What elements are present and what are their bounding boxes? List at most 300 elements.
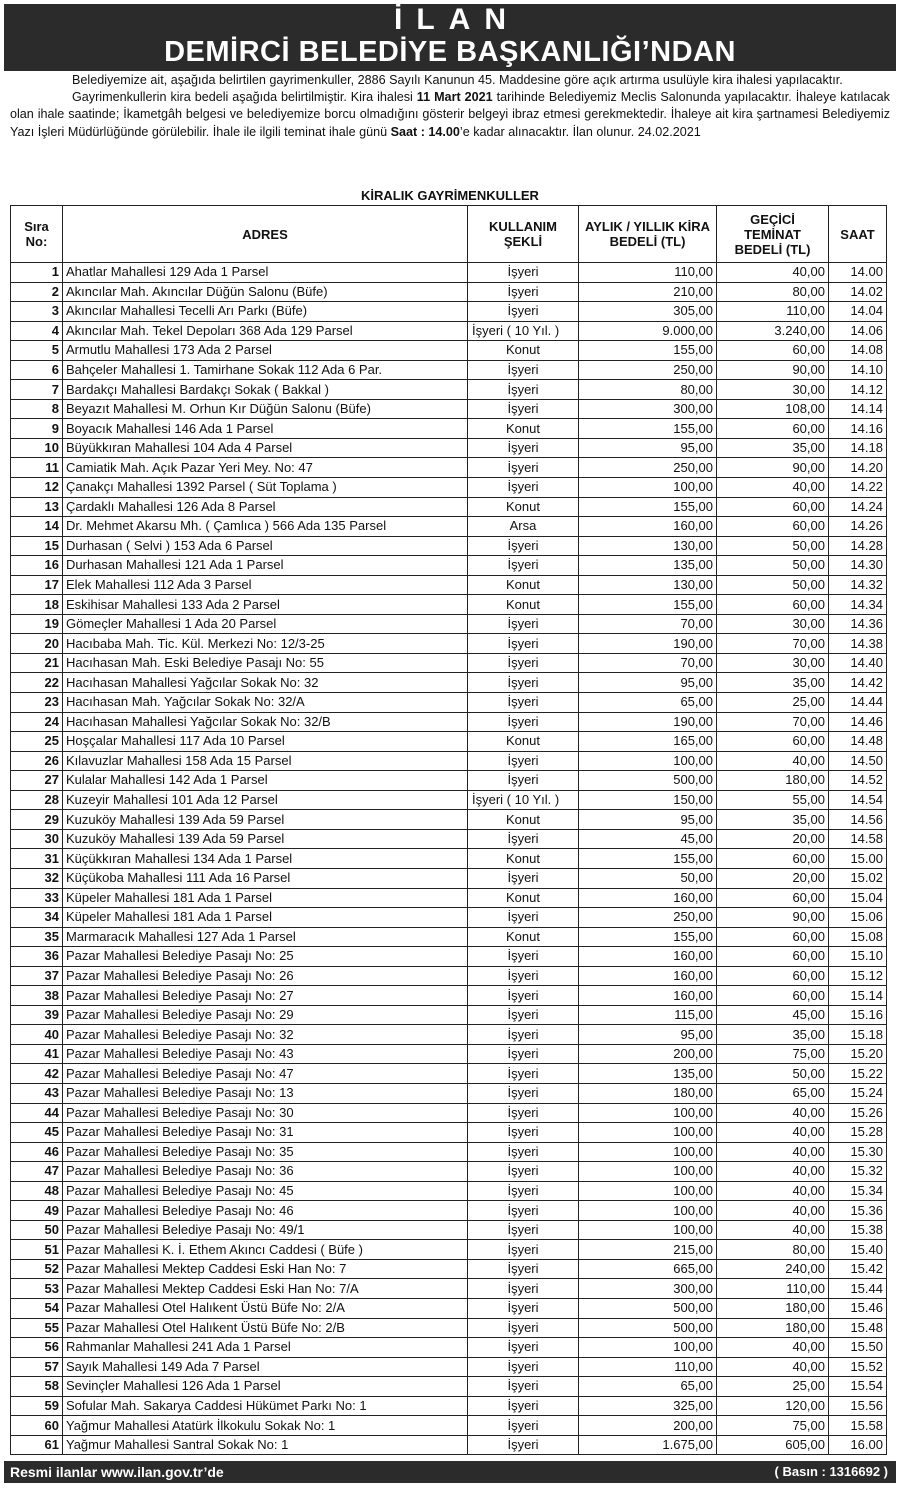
row-rent: 70,00	[579, 614, 717, 634]
row-rent: 300,00	[579, 399, 717, 419]
row-address: Marmaracık Mahallesi 127 Ada 1 Parsel	[63, 927, 468, 947]
row-usage: İşyeri	[468, 751, 579, 771]
row-number: 8	[11, 399, 63, 419]
table-row	[11, 1220, 887, 1240]
row-time: 15.12	[829, 966, 887, 986]
row-address: Kuzuköy Mahallesi 139 Ada 59 Parsel	[63, 829, 468, 849]
row-address: Pazar Mahallesi Belediye Pasajı No: 29	[63, 1005, 468, 1025]
row-number: 36	[11, 947, 63, 967]
row-address: Bahçeler Mahallesi 1. Tamirhane Sokak 112 Ada 6 Par.	[63, 360, 468, 380]
row-deposit: 25,00	[717, 1377, 829, 1397]
row-time: 15.56	[829, 1396, 887, 1416]
row-deposit: 55,00	[717, 790, 829, 810]
row-deposit: 90,00	[717, 908, 829, 928]
row-deposit: 108,00	[717, 399, 829, 419]
table-row	[11, 1181, 887, 1201]
row-usage: İşyeri	[468, 478, 579, 498]
row-deposit: 60,00	[717, 888, 829, 908]
row-usage: Konut	[468, 888, 579, 908]
row-usage: İşyeri	[468, 1318, 579, 1338]
row-time: 15.26	[829, 1103, 887, 1123]
row-time: 15.24	[829, 1083, 887, 1103]
table-row	[11, 341, 887, 361]
row-usage: İşyeri	[468, 634, 579, 654]
row-address: Pazar Mahallesi Belediye Pasajı No: 27	[63, 986, 468, 1006]
row-number: 35	[11, 927, 63, 947]
row-usage: İşyeri	[468, 653, 579, 673]
row-usage: İşyeri	[468, 263, 579, 283]
row-address: Armutlu Mahallesi 173 Ada 2 Parsel	[63, 341, 468, 361]
row-time: 15.40	[829, 1240, 887, 1260]
row-address: Küpeler Mahallesi 181 Ada 1 Parsel	[63, 908, 468, 928]
row-usage: Konut	[468, 810, 579, 830]
row-deposit: 75,00	[717, 1044, 829, 1064]
row-address: Gömeçler Mahallesi 1 Ada 20 Parsel	[63, 614, 468, 634]
intro-text: ’e kadar alınacaktır. İlan olunur. 24.02.2021	[459, 124, 701, 139]
row-deposit: 35,00	[717, 673, 829, 693]
row-number: 23	[11, 693, 63, 713]
row-number: 13	[11, 497, 63, 517]
row-usage: İşyeri	[468, 673, 579, 693]
row-number: 6	[11, 360, 63, 380]
row-usage: İşyeri	[468, 1435, 579, 1455]
row-time: 14.34	[829, 595, 887, 615]
row-rent: 210,00	[579, 282, 717, 302]
row-time: 14.28	[829, 536, 887, 556]
row-rent: 160,00	[579, 986, 717, 1006]
row-address: Pazar Mahallesi Belediye Pasajı No: 47	[63, 1064, 468, 1084]
row-deposit: 40,00	[717, 751, 829, 771]
row-time: 15.04	[829, 888, 887, 908]
row-time: 14.00	[829, 263, 887, 283]
row-time: 15.52	[829, 1357, 887, 1377]
header-usage: KULLANIM ŞEKLİ	[468, 206, 579, 263]
header-time: SAAT	[829, 206, 887, 263]
intro-text: Gayrimenkullerin kira bedeli aşağıda belirtilmiştir. Kira ihalesi	[72, 90, 417, 105]
row-deposit: 40,00	[717, 1162, 829, 1182]
row-number: 53	[11, 1279, 63, 1299]
row-usage: Konut	[468, 575, 579, 595]
row-rent: 100,00	[579, 1181, 717, 1201]
intro-text: tarihinde Belediyemiz Meclis Salonunda yapılacaktır. İhaleye katılacak olan ihale saatinde; İkametgâh belgesi ve belediyemize borcu olmadığını gösterir belgeyi ibraz etmesi gerekmektedir. İhaleye ait kira şartnamesi Belediyemiz Yazı İşleri Müdürlüğünde görülebilir. İhale ile ilgili teminat ihale günü	[10, 90, 890, 139]
table-row	[11, 1435, 887, 1455]
row-deposit: 110,00	[717, 302, 829, 322]
row-address: Akıncılar Mah. Tekel Depoları 368 Ada 129 Parsel	[63, 321, 468, 341]
row-address: Hacıhasan Mah. Yağcılar Sokak No: 32/A	[63, 693, 468, 713]
intro-paragraph-2	[10, 89, 890, 141]
row-number: 45	[11, 1123, 63, 1143]
row-time: 15.10	[829, 947, 887, 967]
row-time: 14.36	[829, 614, 887, 634]
row-rent: 95,00	[579, 810, 717, 830]
row-deposit: 110,00	[717, 1279, 829, 1299]
row-usage: İşyeri	[468, 1083, 579, 1103]
intro-paragraph-1: Belediyemize ait, aşağıda belirtilen gayrimenkuller, 2886 Sayılı Kanunun 45. Maddesine göre açık artırma usulüyle kira ihalesi yapılacaktır.	[72, 73, 843, 87]
row-rent: 190,00	[579, 634, 717, 654]
row-address: Küçükoba Mahallesi 111 Ada 16 Parsel	[63, 868, 468, 888]
row-time: 14.46	[829, 712, 887, 732]
row-usage: İşyeri	[468, 1181, 579, 1201]
row-number: 14	[11, 517, 63, 537]
row-usage: İşyeri	[468, 829, 579, 849]
row-rent: 180,00	[579, 1083, 717, 1103]
row-address: Sayık Mahallesi 149 Ada 7 Parsel	[63, 1357, 468, 1377]
row-number: 12	[11, 478, 63, 498]
row-deposit: 40,00	[717, 263, 829, 283]
row-number: 17	[11, 575, 63, 595]
deposit-deadline: Saat : 14.00	[390, 124, 460, 139]
row-usage: İşyeri	[468, 693, 579, 713]
header-rent: AYLIK / YILLIK KİRA BEDELİ (TL)	[579, 206, 717, 263]
row-time: 15.54	[829, 1377, 887, 1397]
row-rent: 500,00	[579, 1318, 717, 1338]
row-address: Pazar Mahallesi Belediye Pasajı No: 49/1	[63, 1220, 468, 1240]
row-number: 7	[11, 380, 63, 400]
table-row	[11, 536, 887, 556]
row-address: Küpeler Mahallesi 181 Ada 1 Parsel	[63, 888, 468, 908]
row-rent: 95,00	[579, 673, 717, 693]
table-row	[11, 693, 887, 713]
row-deposit: 50,00	[717, 536, 829, 556]
row-address: Pazar Mahallesi Belediye Pasajı No: 43	[63, 1044, 468, 1064]
row-rent: 95,00	[579, 1025, 717, 1045]
row-usage: İşyeri	[468, 1005, 579, 1025]
table-row	[11, 556, 887, 576]
table-row	[11, 1416, 887, 1436]
row-number: 34	[11, 908, 63, 928]
row-deposit: 70,00	[717, 634, 829, 654]
row-address: Akıncılar Mahallesi Tecelli Arı Parkı (Büfe)	[63, 302, 468, 322]
row-rent: 130,00	[579, 536, 717, 556]
row-address: Sevinçler Mahallesi 126 Ada 1 Parsel	[63, 1377, 468, 1397]
row-rent: 190,00	[579, 712, 717, 732]
row-time: 14.12	[829, 380, 887, 400]
row-usage: İşyeri	[468, 1201, 579, 1221]
row-usage: İşyeri	[468, 1220, 579, 1240]
row-deposit: 45,00	[717, 1005, 829, 1025]
row-rent: 215,00	[579, 1240, 717, 1260]
row-rent: 155,00	[579, 419, 717, 439]
row-time: 14.32	[829, 575, 887, 595]
row-deposit: 180,00	[717, 1318, 829, 1338]
row-usage: İşyeri	[468, 1259, 579, 1279]
row-rent: 500,00	[579, 1298, 717, 1318]
row-usage: İşyeri	[468, 1123, 579, 1143]
row-time: 14.06	[829, 321, 887, 341]
header-deposit: GEÇİCİ TEMİNAT BEDELİ (TL)	[717, 206, 829, 263]
table-row	[11, 458, 887, 478]
table-row	[11, 399, 887, 419]
table-row	[11, 478, 887, 498]
press-code: ( Basın : 1316692 )	[774, 1464, 888, 1479]
row-deposit: 40,00	[717, 1220, 829, 1240]
row-deposit: 40,00	[717, 1142, 829, 1162]
row-rent: 65,00	[579, 1377, 717, 1397]
row-usage: İşyeri	[468, 1103, 579, 1123]
row-number: 30	[11, 829, 63, 849]
row-number: 50	[11, 1220, 63, 1240]
row-number: 1	[11, 263, 63, 283]
row-number: 33	[11, 888, 63, 908]
row-deposit: 50,00	[717, 1064, 829, 1084]
table-row	[11, 1083, 887, 1103]
properties-table	[10, 205, 887, 1455]
row-time: 14.56	[829, 810, 887, 830]
row-time: 15.14	[829, 986, 887, 1006]
row-address: Hacıbaba Mah. Tic. Kül. Merkezi No: 12/3-25	[63, 634, 468, 654]
row-deposit: 120,00	[717, 1396, 829, 1416]
table-row	[11, 1338, 887, 1358]
row-number: 46	[11, 1142, 63, 1162]
row-time: 14.44	[829, 693, 887, 713]
row-number: 61	[11, 1435, 63, 1455]
row-time: 15.34	[829, 1181, 887, 1201]
row-usage: İşyeri	[468, 536, 579, 556]
table-row	[11, 1103, 887, 1123]
row-time: 14.14	[829, 399, 887, 419]
row-time: 15.38	[829, 1220, 887, 1240]
row-address: Beyazıt Mahallesi M. Orhun Kır Düğün Salonu (Büfe)	[63, 399, 468, 419]
row-number: 60	[11, 1416, 63, 1436]
table-row	[11, 1201, 887, 1221]
row-deposit: 80,00	[717, 282, 829, 302]
row-time: 15.16	[829, 1005, 887, 1025]
row-number: 55	[11, 1318, 63, 1338]
row-usage: İşyeri ( 10 Yıl. )	[468, 321, 579, 341]
row-deposit: 60,00	[717, 732, 829, 752]
table-row	[11, 497, 887, 517]
row-rent: 100,00	[579, 1103, 717, 1123]
row-number: 41	[11, 1044, 63, 1064]
row-rent: 155,00	[579, 497, 717, 517]
row-rent: 45,00	[579, 829, 717, 849]
table-row	[11, 1357, 887, 1377]
row-time: 14.38	[829, 634, 887, 654]
row-time: 14.42	[829, 673, 887, 693]
table-row	[11, 1123, 887, 1143]
row-number: 16	[11, 556, 63, 576]
row-time: 14.26	[829, 517, 887, 537]
row-number: 51	[11, 1240, 63, 1260]
row-deposit: 3.240,00	[717, 321, 829, 341]
table-row	[11, 732, 887, 752]
row-deposit: 240,00	[717, 1259, 829, 1279]
row-address: Eskihisar Mahallesi 133 Ada 2 Parsel	[63, 595, 468, 615]
row-rent: 9.000,00	[579, 321, 717, 341]
row-deposit: 20,00	[717, 829, 829, 849]
row-rent: 250,00	[579, 908, 717, 928]
row-usage: Konut	[468, 341, 579, 361]
row-rent: 95,00	[579, 438, 717, 458]
row-usage: İşyeri	[468, 1416, 579, 1436]
row-deposit: 35,00	[717, 1025, 829, 1045]
row-time: 15.46	[829, 1298, 887, 1318]
table-row	[11, 712, 887, 732]
row-rent: 160,00	[579, 888, 717, 908]
row-usage: İşyeri	[468, 458, 579, 478]
row-number: 32	[11, 868, 63, 888]
row-address: Pazar Mahallesi Belediye Pasajı No: 35	[63, 1142, 468, 1162]
row-time: 15.20	[829, 1044, 887, 1064]
row-usage: İşyeri	[468, 360, 579, 380]
row-deposit: 40,00	[717, 1181, 829, 1201]
row-address: Pazar Mahallesi Belediye Pasajı No: 13	[63, 1083, 468, 1103]
row-rent: 50,00	[579, 868, 717, 888]
row-usage: İşyeri ( 10 Yıl. )	[468, 790, 579, 810]
row-address: Camiatik Mah. Açık Pazar Yeri Mey. No: 47	[63, 458, 468, 478]
row-deposit: 40,00	[717, 1357, 829, 1377]
table-row	[11, 438, 887, 458]
row-time: 15.32	[829, 1162, 887, 1182]
row-rent: 110,00	[579, 263, 717, 283]
row-address: Sofular Mah. Sakarya Caddesi Hükümet Parkı No: 1	[63, 1396, 468, 1416]
row-address: Pazar Mahallesi Mektep Caddesi Eski Han No: 7/A	[63, 1279, 468, 1299]
table-row	[11, 927, 887, 947]
row-usage: Konut	[468, 927, 579, 947]
row-number: 22	[11, 673, 63, 693]
row-number: 29	[11, 810, 63, 830]
table-row	[11, 868, 887, 888]
row-time: 15.08	[829, 927, 887, 947]
row-usage: İşyeri	[468, 1377, 579, 1397]
row-usage: İşyeri	[468, 908, 579, 928]
row-rent: 300,00	[579, 1279, 717, 1299]
table-row	[11, 751, 887, 771]
table-row	[11, 1005, 887, 1025]
row-usage: İşyeri	[468, 1396, 579, 1416]
row-number: 56	[11, 1338, 63, 1358]
row-usage: İşyeri	[468, 1064, 579, 1084]
row-address: Yağmur Mahallesi Atatürk İlkokulu Sokak No: 1	[63, 1416, 468, 1436]
row-usage: Konut	[468, 595, 579, 615]
row-time: 14.24	[829, 497, 887, 517]
row-rent: 115,00	[579, 1005, 717, 1025]
row-number: 20	[11, 634, 63, 654]
table-row	[11, 282, 887, 302]
row-number: 40	[11, 1025, 63, 1045]
row-number: 24	[11, 712, 63, 732]
row-deposit: 40,00	[717, 1201, 829, 1221]
row-address: Ahatlar Mahallesi 129 Ada 1 Parsel	[63, 263, 468, 283]
row-rent: 155,00	[579, 927, 717, 947]
row-time: 14.48	[829, 732, 887, 752]
row-time: 14.30	[829, 556, 887, 576]
row-address: Dr. Mehmet Akarsu Mh. ( Çamlıca ) 566 Ada 135 Parsel	[63, 517, 468, 537]
row-address: Pazar Mahallesi Belediye Pasajı No: 46	[63, 1201, 468, 1221]
row-rent: 155,00	[579, 595, 717, 615]
row-time: 15.30	[829, 1142, 887, 1162]
table-title: KİRALIK GAYRİMENKULLER	[361, 188, 539, 203]
row-time: 15.28	[829, 1123, 887, 1143]
row-deposit: 50,00	[717, 575, 829, 595]
row-deposit: 40,00	[717, 478, 829, 498]
row-time: 15.36	[829, 1201, 887, 1221]
row-deposit: 60,00	[717, 947, 829, 967]
row-address: Durhasan Mahallesi 121 Ada 1 Parsel	[63, 556, 468, 576]
table-body	[11, 263, 887, 1455]
row-address: Kuzuköy Mahallesi 139 Ada 59 Parsel	[63, 810, 468, 830]
row-rent: 250,00	[579, 458, 717, 478]
row-time: 14.16	[829, 419, 887, 439]
row-rent: 165,00	[579, 732, 717, 752]
row-number: 26	[11, 751, 63, 771]
row-address: Pazar Mahallesi Belediye Pasajı No: 36	[63, 1162, 468, 1182]
row-rent: 250,00	[579, 360, 717, 380]
row-rent: 160,00	[579, 966, 717, 986]
row-time: 14.22	[829, 478, 887, 498]
table-row	[11, 302, 887, 322]
table-row	[11, 790, 887, 810]
row-number: 49	[11, 1201, 63, 1221]
notice-intro	[10, 72, 890, 141]
row-address: Pazar Mahallesi Belediye Pasajı No: 31	[63, 1123, 468, 1143]
row-number: 43	[11, 1083, 63, 1103]
row-time: 14.10	[829, 360, 887, 380]
row-deposit: 40,00	[717, 1123, 829, 1143]
row-usage: İşyeri	[468, 282, 579, 302]
table-row	[11, 321, 887, 341]
row-address: Hoşçalar Mahallesi 117 Ada 10 Parsel	[63, 732, 468, 752]
row-number: 58	[11, 1377, 63, 1397]
row-address: Pazar Mahallesi Mektep Caddesi Eski Han No: 7	[63, 1259, 468, 1279]
notice-title: İLAN	[394, 3, 520, 36]
row-usage: İşyeri	[468, 614, 579, 634]
row-usage: İşyeri	[468, 1142, 579, 1162]
row-number: 57	[11, 1357, 63, 1377]
row-deposit: 35,00	[717, 810, 829, 830]
row-number: 39	[11, 1005, 63, 1025]
row-address: Pazar Mahallesi Belediye Pasajı No: 26	[63, 966, 468, 986]
row-rent: 100,00	[579, 1201, 717, 1221]
row-number: 3	[11, 302, 63, 322]
row-time: 15.22	[829, 1064, 887, 1084]
table-row	[11, 1044, 887, 1064]
row-address: Durhasan ( Selvi ) 153 Ada 6 Parsel	[63, 536, 468, 556]
row-deposit: 90,00	[717, 458, 829, 478]
row-usage: İşyeri	[468, 868, 579, 888]
row-deposit: 30,00	[717, 614, 829, 634]
row-rent: 325,00	[579, 1396, 717, 1416]
row-deposit: 180,00	[717, 771, 829, 791]
row-usage: Konut	[468, 732, 579, 752]
row-address: Pazar Mahallesi Otel Halıkent Üstü Büfe No: 2/B	[63, 1318, 468, 1338]
row-rent: 305,00	[579, 302, 717, 322]
row-time: 14.54	[829, 790, 887, 810]
row-address: Çardaklı Mahallesi 126 Ada 8 Parsel	[63, 497, 468, 517]
row-rent: 100,00	[579, 1142, 717, 1162]
row-rent: 130,00	[579, 575, 717, 595]
row-address: Kuzeyir Mahallesi 101 Ada 12 Parsel	[63, 790, 468, 810]
notice-header	[4, 4, 896, 71]
auction-date: 11 Mart 2021	[416, 90, 493, 105]
row-deposit: 35,00	[717, 438, 829, 458]
row-number: 25	[11, 732, 63, 752]
row-number: 5	[11, 341, 63, 361]
row-rent: 200,00	[579, 1044, 717, 1064]
table-row	[11, 653, 887, 673]
row-rent: 160,00	[579, 947, 717, 967]
notice-subtitle: DEMİRCİ BELEDİYE BAŞKANLIĞI’NDAN	[164, 36, 736, 68]
row-address: Çanakçı Mahallesi 1392 Parsel ( Süt Toplama )	[63, 478, 468, 498]
row-usage: İşyeri	[468, 1025, 579, 1045]
row-deposit: 60,00	[717, 986, 829, 1006]
row-number: 38	[11, 986, 63, 1006]
row-address: Hacıhasan Mahallesi Yağcılar Sokak No: 32/B	[63, 712, 468, 732]
table-row	[11, 1142, 887, 1162]
row-usage: Konut	[468, 419, 579, 439]
table-row	[11, 595, 887, 615]
table-row	[11, 1240, 887, 1260]
